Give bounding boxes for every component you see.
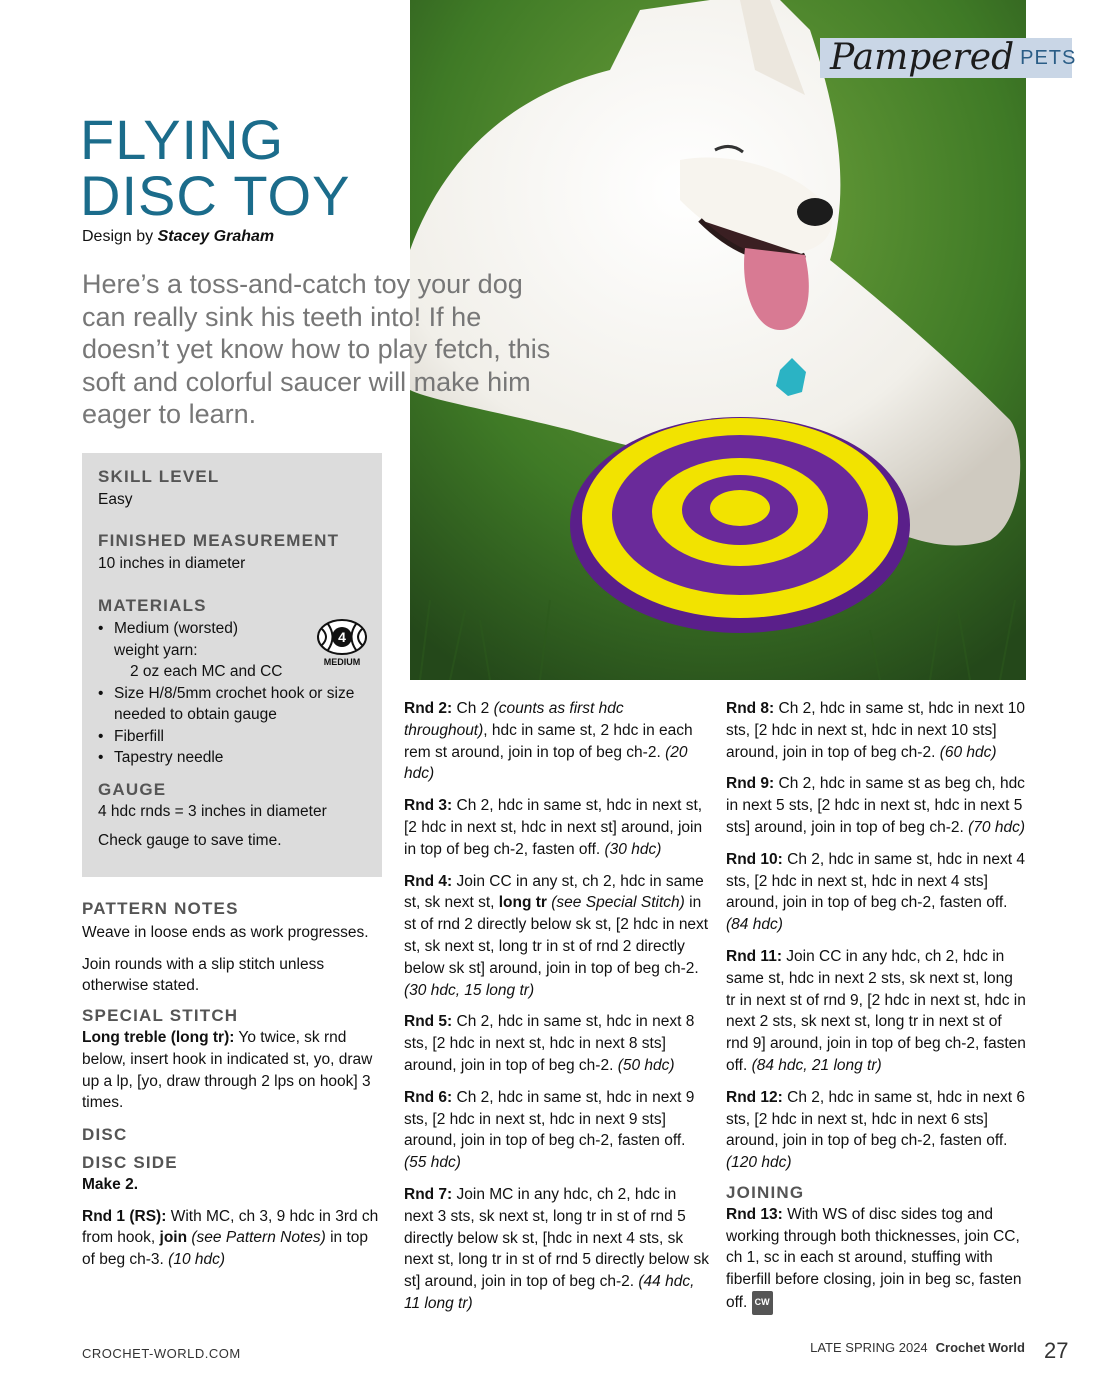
- pattern-notes-heading: PATTERN NOTES: [82, 899, 239, 918]
- round-11: Rnd 11: Join CC in any hdc, ch 2, hdc in same st, hdc in next 2 sts, sk next st, long tr in next st of rnd 9, [2 hdc in next st, hdc in next 2 sts, sk next st, long tr in next st of rnd 9] around, join in top of beg ch-2, fasten off. (84 hdc, 21 long tr): [726, 947, 1026, 1074]
- round-9: Rnd 9: Ch 2, hdc in same st as beg ch, hdc in next 5 sts, [2 hdc in next st, hdc in next 5 sts] around, join in top of beg ch-2. (70 hdc): [726, 775, 1025, 836]
- designer-name: Stacey Graham: [157, 228, 275, 245]
- round-10: Rnd 10: Ch 2, hdc in same st, hdc in next 4 sts, [2 hdc in next st, hdc in next 4 sts] around, join in top of beg ch-2, fasten off. (84 hdc): [726, 850, 1025, 934]
- skill-level-value: Easy: [98, 491, 133, 508]
- pattern-note-2: Join rounds with a slip stitch unless otherwise stated.: [82, 955, 325, 995]
- round-5: Rnd 5: Ch 2, hdc in same st, hdc in next 8 sts, [2 hdc in next st, hdc in next 8 sts] around, join in top of beg ch-2. (50 hdc): [404, 1013, 695, 1074]
- materials-item: • Size H/8/5mm crochet hook or size needed to obtain gauge: [98, 684, 355, 723]
- footer-magazine: Crochet World: [935, 1340, 1025, 1355]
- column-2: [404, 698, 709, 1325]
- disc-heading: DISC: [82, 1125, 128, 1145]
- measurement-value: 10 inches in diameter: [98, 555, 246, 572]
- round-2: Rnd 2: Ch 2 (counts as first hdc throughout), hdc in same st, 2 hdc in each rem st around, join in top of beg ch-2. (20 hdc): [404, 700, 693, 783]
- flying-disc: [570, 417, 910, 633]
- round-4: Rnd 4: Join CC in any st, ch 2, hdc in same st, sk next st, long tr (see Special Stitch) in st of rnd 2 directly below sk st, [2 hdc in next st, sk next st, long tr in st of rnd 2 directly below sk st] around, join in top of beg ch-2. (30 hdc, 15 long tr): [404, 872, 709, 999]
- materials-heading: MATERIALS: [98, 596, 207, 615]
- title-line-2: DISC TOY: [80, 164, 351, 227]
- materials-item: • Fiberfill: [98, 727, 164, 745]
- round-12: Rnd 12: Ch 2, hdc in same st, hdc in next 6 sts, [2 hdc in next st, hdc in next 6 sts] around, join in top of beg ch-2, fasten off. (120 hdc): [726, 1088, 1025, 1172]
- gauge-heading: GAUGE: [98, 780, 167, 799]
- special-stitch-text: Long treble (long tr): Yo twice, sk rnd below, insert hook in indicated st, yo, draw up a lp, [yo, draw through 2 lps on hook] 3 times.: [82, 1028, 373, 1112]
- make-count: Make 2.: [82, 1175, 139, 1193]
- page-title: [80, 108, 420, 227]
- yarn-weight-number: 4: [338, 629, 346, 645]
- materials-item: • Medium (worsted) weight yarn: 2 oz each MC and CC: [98, 620, 283, 680]
- banner-label: PETS: [1020, 46, 1077, 69]
- footer-issue: LATE SPRING 2024 Crochet World: [810, 1340, 1025, 1355]
- round-8: Rnd 8: Ch 2, hdc in same st, hdc in next 10 sts, [2 hdc in next st, hdc in next 10 sts] around, join in top of beg ch-2. (60 hdc): [726, 700, 1025, 761]
- pattern-note-1: Weave in loose ends as work progresses.: [82, 923, 369, 941]
- round-3: Rnd 3: Ch 2, hdc in same st, hdc in next st, [2 hdc in next st, hdc in next st] around, join in top of beg ch-2, fasten off. (30 hdc): [404, 797, 703, 858]
- round-6: Rnd 6: Ch 2, hdc in same st, hdc in next 9 sts, [2 hdc in next st, hdc in next 9 sts] around, join in top of beg ch-2, fasten off. (55 hdc): [404, 1088, 695, 1172]
- yarn-weight-icon: [316, 619, 368, 667]
- column-1: [82, 898, 382, 1281]
- measurement-heading: FINISHED MEASUREMENT: [98, 531, 340, 550]
- round-7: Rnd 7: Join MC in any hdc, ch 2, hdc in next 3 sts, sk next st, long tr in st of rnd 5 directly below sk st, [hdc in next 4 sts, sk next st, long tr in st of rnd 5 directly below sk st] around, join in top of beg ch-2. (44 hdc, 11 long tr): [404, 1185, 709, 1312]
- skill-level-heading: SKILL LEVEL: [98, 467, 220, 486]
- end-mark-icon: CW: [752, 1291, 773, 1315]
- section-banner: [820, 37, 1077, 78]
- gauge-value: 4 hdc rnds = 3 inches in diameter: [98, 803, 327, 820]
- joining-heading: JOINING: [726, 1182, 805, 1202]
- banner-script-text: Pampered: [830, 37, 1015, 78]
- round-1: Rnd 1 (RS): With MC, ch 3, 9 hdc in 3rd ch from hook, join (see Pattern Notes) in top of beg ch-3. (10 hdc): [82, 1207, 379, 1269]
- byline-prefix: Design by: [82, 228, 154, 245]
- special-stitch-heading: SPECIAL STITCH: [82, 1006, 239, 1026]
- materials-item: • Tapestry needle: [98, 749, 224, 766]
- footer-website: CROCHET-WORLD.COM: [82, 1346, 241, 1361]
- round-13: Rnd 13: With WS of disc sides tog and working through both thicknesses, join CC, ch 1, sc in each st around, stuffing with fiberfill before closing, join in beg sc, fasten off. CW: [726, 1204, 1026, 1315]
- intro-paragraph: Here’s a toss-and-catch toy your dog can really sink his teeth into! If he doesn’t yet know how to play fetch, this soft and colorful saucer will make him eager to learn.: [82, 269, 551, 429]
- column-3: [726, 698, 1026, 1325]
- page-number: 27: [1044, 1338, 1069, 1363]
- title-line-1: FLYING: [80, 108, 285, 171]
- disc-side-heading: DISC SIDE: [82, 1152, 178, 1172]
- gauge-note: Check gauge to save time.: [98, 832, 282, 849]
- byline: [82, 228, 274, 246]
- yarn-weight-label: MEDIUM: [323, 657, 361, 667]
